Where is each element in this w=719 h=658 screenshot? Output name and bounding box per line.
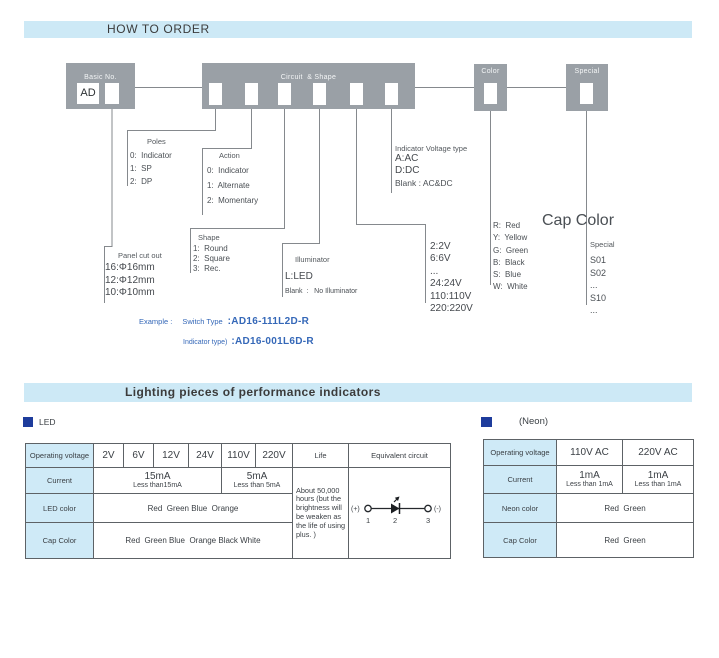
example-indicator-line [183, 336, 314, 347]
color-box [474, 64, 507, 111]
basic-no-value-cell: AD [77, 83, 99, 104]
led-equivalent-circuit-diagram [350, 496, 450, 526]
led-life-header: Life [293, 444, 349, 468]
led-current-label: Current [26, 468, 94, 494]
voltage-item: 2:2V [430, 241, 451, 252]
circuit-slot-5 [350, 83, 363, 105]
cap-color-item: Y: Yellow [493, 233, 528, 243]
lighting-section-header [24, 383, 692, 402]
neon-section-bullet-icon [481, 417, 492, 427]
poles-title: Poles [147, 137, 166, 146]
circuit-plus-label: (+) [350, 505, 360, 513]
neon-current-value: 1mA [579, 470, 600, 481]
led-current-high-value: 5mA [246, 471, 268, 482]
poles-callout [130, 137, 172, 188]
circuit-slot-4 [313, 83, 326, 105]
voltage-item: 220:220V [430, 303, 473, 315]
special-item: ... [590, 305, 598, 315]
shape-item: 2: Square [193, 254, 230, 263]
led-diode-symbol [391, 503, 400, 513]
voltage-item: 110:110V [430, 290, 472, 302]
cap-color-item: W: White [493, 282, 528, 292]
voltage-item: 24:24V [430, 278, 462, 290]
how-to-order-title: HOW TO ORDER [107, 22, 210, 36]
cap-color-item: S: Blue [493, 270, 522, 280]
example-prefix: Example : [139, 317, 173, 326]
neon-current-label: Current [484, 466, 557, 494]
led-color-value: Red Green Blue Orange [94, 494, 293, 523]
panel-cutout-item: 16:Φ16mm [105, 262, 155, 273]
led-equivalent-circuit-cell [349, 468, 451, 559]
neon-cap-color-label: Cap Color [484, 523, 557, 558]
neon-current-value: 1mA [647, 470, 669, 481]
basic-no-label: Basic No. [84, 74, 117, 81]
action-item: 2: Momentary [207, 196, 259, 205]
led-cap-color-label: Cap Color [26, 523, 94, 559]
special-item: ... [590, 280, 598, 290]
example-indicator-part-number: :AD16-001L6D-R [231, 336, 314, 347]
panel-cutout-callout [105, 251, 162, 300]
led-voltage-col: 6V [124, 444, 154, 468]
led-spec-table [25, 443, 451, 559]
special-item: S01 [590, 255, 607, 265]
circuit-terminal-3 [424, 505, 430, 511]
circuit-shape-box [202, 63, 415, 109]
neon-voltage-col: 110V AC [557, 440, 623, 466]
circuit-slot-6 [385, 83, 398, 105]
example-switch-part-number: :AD16-111L2D-R [227, 316, 310, 327]
circuit-slot-2 [245, 83, 258, 105]
circuit-slot-3 [278, 83, 291, 105]
poles-item: 2: DP [130, 177, 153, 186]
example-switch-label: Switch Type [182, 317, 223, 326]
led-current-high-note: Less than 5mA [233, 482, 281, 489]
basic-no-box [66, 63, 135, 109]
neon-current-cell-110 [557, 466, 623, 494]
led-life-cell: About 50,000 hours (but the brightness will be weaken as the life of using plus. ) [293, 468, 349, 559]
special-box [566, 64, 608, 111]
poles-item: 0: Indicator [130, 151, 172, 160]
special-item: S10 [590, 292, 607, 303]
led-section-bullet-icon [23, 417, 33, 427]
example-indicator-label: Indicator type) [183, 339, 228, 346]
led-operating-voltage-header: Operating voltage [26, 444, 94, 468]
illuminator-callout [285, 255, 357, 295]
led-voltage-col: 12V [154, 444, 189, 468]
circuit-pin-2: 2 [392, 515, 397, 525]
neon-section-label: (Neon) [519, 416, 549, 427]
illuminator-led-item: L:LED [285, 271, 313, 282]
special-item: S02 [590, 267, 607, 278]
indicator-voltage-title: Indicator Voltage type [395, 144, 468, 153]
neon-current-note: Less than 1mA [634, 481, 682, 488]
circuit-minus-label: (-) [433, 505, 441, 513]
action-title: Action [219, 151, 240, 160]
action-item: 0: Indicator [207, 166, 249, 175]
color-slot [484, 83, 497, 104]
shape-item: 1: Round [193, 244, 228, 253]
neon-operating-voltage-header: Operating voltage [484, 440, 557, 466]
cap-color-callout [493, 220, 528, 294]
panel-cutout-item: 12:Φ12mm [105, 274, 155, 286]
special-label: Special [574, 68, 600, 75]
example-switch-line [139, 316, 309, 327]
cap-color-item: B: Black [493, 257, 525, 267]
special-title: Special [590, 240, 615, 249]
cap-color-title: Cap Color [542, 212, 615, 229]
neon-voltage-col: 220V AC [623, 440, 694, 466]
indicator-voltage-item: A:AC [395, 153, 419, 164]
how-to-order-header [24, 21, 692, 38]
neon-spec-table [483, 439, 694, 558]
special-slot [580, 83, 593, 104]
indicator-voltage-item: D:DC [395, 165, 420, 176]
poles-item: 1: SP [130, 164, 152, 173]
led-voltage-col: 24V [189, 444, 222, 468]
led-color-label: LED color [26, 494, 94, 523]
circuit-pin-3: 3 [425, 515, 430, 525]
action-callout [207, 151, 258, 208]
action-item: 1: Alternate [207, 181, 250, 190]
voltage-item: ... [430, 265, 439, 277]
led-voltage-col: 2V [94, 444, 124, 468]
neon-cap-color-value: Red Green [557, 523, 694, 558]
voltage-item: 6:6V [430, 253, 451, 265]
basic-no-empty-slot [105, 83, 119, 104]
voltage-callout [430, 241, 473, 315]
led-voltage-col: 220V [256, 444, 293, 468]
panel-cutout-title: Panel cut out [118, 251, 162, 260]
shape-title: Shape [198, 233, 220, 242]
led-current-high-cell [222, 468, 293, 494]
shape-callout [193, 233, 230, 274]
led-cap-color-value: Red Green Blue Orange Black White [94, 523, 293, 559]
shape-item: 3: Rec. [193, 264, 221, 273]
neon-color-value: Red Green [557, 494, 694, 523]
led-voltage-col: 110V [222, 444, 256, 468]
special-callout [590, 240, 615, 317]
indicator-voltage-item: Blank : AC&DC [395, 178, 453, 188]
neon-current-cell-220 [623, 466, 694, 494]
neon-color-label: Neon color [484, 494, 557, 523]
lighting-section-title: Lighting pieces of performance indicators [125, 385, 381, 399]
indicator-voltage-callout [395, 144, 467, 189]
illuminator-blank-item: Blank : No Illuminator [285, 288, 358, 295]
led-circuit-header: Equivalent circuit [349, 444, 451, 468]
color-label: Color [481, 68, 500, 75]
led-section-label: LED [39, 417, 56, 427]
led-current-low-value: 15mA [144, 471, 171, 482]
led-current-low-note: Less than15mA [133, 482, 182, 489]
circuit-pin-1: 1 [365, 515, 370, 525]
cap-color-item: G: Green [493, 245, 529, 255]
neon-current-note: Less than 1mA [566, 481, 613, 488]
cap-color-item: R: Red [493, 221, 521, 230]
circuit-terminal-1 [364, 505, 370, 511]
circuit-shape-label: Circuit & Shape [280, 74, 337, 81]
illuminator-title: Illuminator [295, 255, 330, 264]
circuit-slot-1 [209, 83, 222, 105]
panel-cutout-item: 10:Φ10mm [105, 287, 155, 298]
led-current-low-cell [94, 468, 222, 494]
